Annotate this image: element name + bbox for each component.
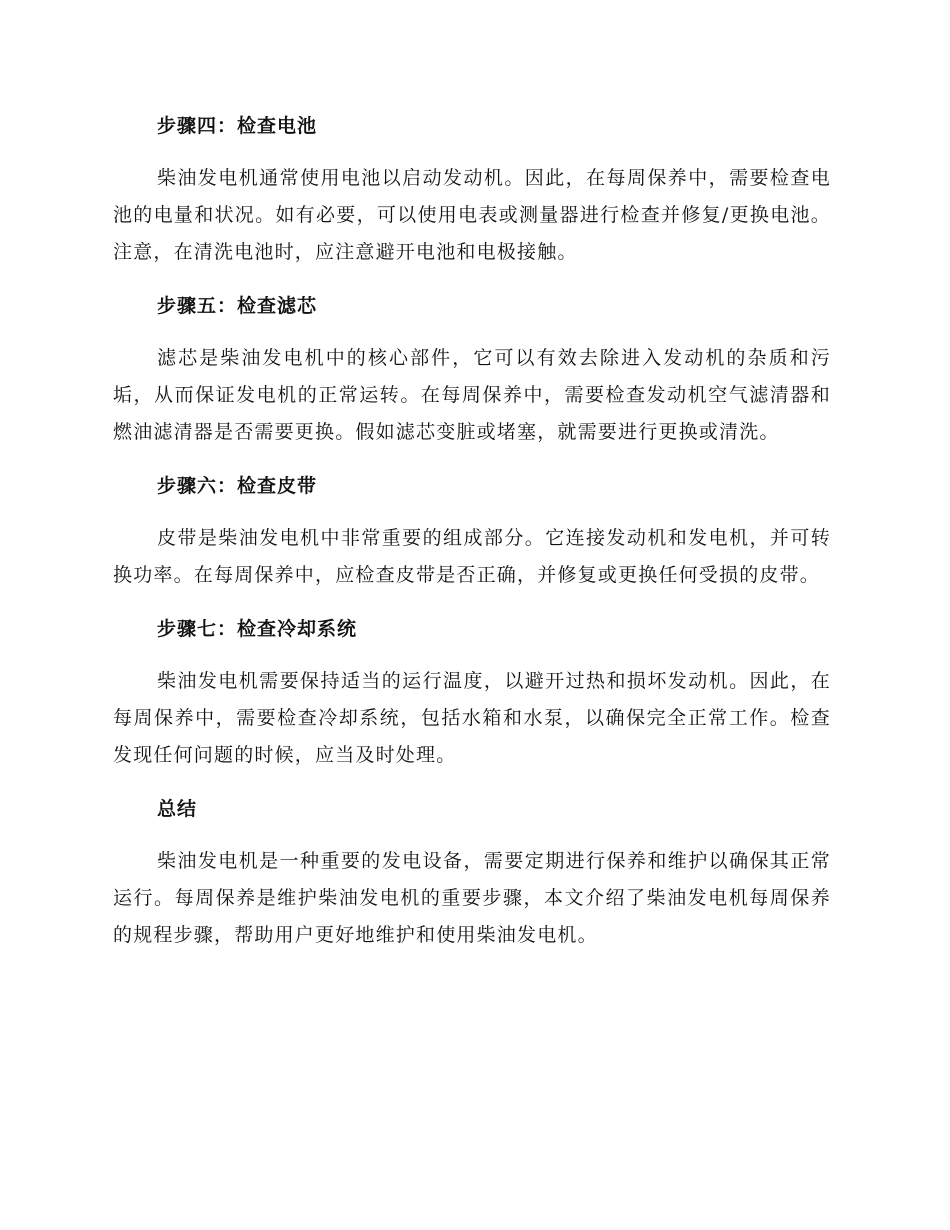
document-content bbox=[113, 108, 831, 954]
section-heading-step-6: 步骤六：检查皮带 bbox=[157, 475, 318, 497]
section-body-step-4: 柴油发电机通常使用电池以启动发动机。因此，在每周保养中，需要检查电池的电量和状况。如有必要，可以使用电表或测量器进行检查并修复/更换电池。注意，在清洗电池时，应注意避开电池和电极接触。 bbox=[113, 167, 831, 263]
section-heading-summary: 总结 bbox=[157, 798, 198, 820]
section-heading-step-4: 步骤四：检查电池 bbox=[157, 115, 318, 137]
section-heading-step-5: 步骤五：检查滤芯 bbox=[157, 295, 318, 317]
section-heading-step-7: 步骤七：检查冷却系统 bbox=[157, 618, 358, 640]
section-body-summary: 柴油发电机是一种重要的发电设备，需要定期进行保养和维护以确保其正常运行。每周保养是维护柴油发电机的重要步骤，本文介绍了柴油发电机每周保养的规程步骤，帮助用户更好地维护和使用柴油发电机。 bbox=[113, 850, 831, 946]
section-body-step-5: 滤芯是柴油发电机中的核心部件，它可以有效去除进入发动机的杂质和污垢，从而保证发电机的正常运转。在每周保养中，需要检查发动机空气滤清器和燃油滤清器是否需要更换。假如滤芯变脏或堵塞，就需要进行更换或清洗。 bbox=[113, 347, 831, 443]
section-body-step-6: 皮带是柴油发电机中非常重要的组成部分。它连接发动机和发电机，并可转换功率。在每周保养中，应检查皮带是否正确，并修复或更换任何受损的皮带。 bbox=[113, 527, 831, 586]
section-body-step-7: 柴油发电机需要保持适当的运行温度，以避开过热和损坏发动机。因此，在每周保养中，需要检查冷却系统，包括水箱和水泵，以确保完全正常工作。检查发现任何问题的时候，应当及时处理。 bbox=[113, 670, 831, 766]
